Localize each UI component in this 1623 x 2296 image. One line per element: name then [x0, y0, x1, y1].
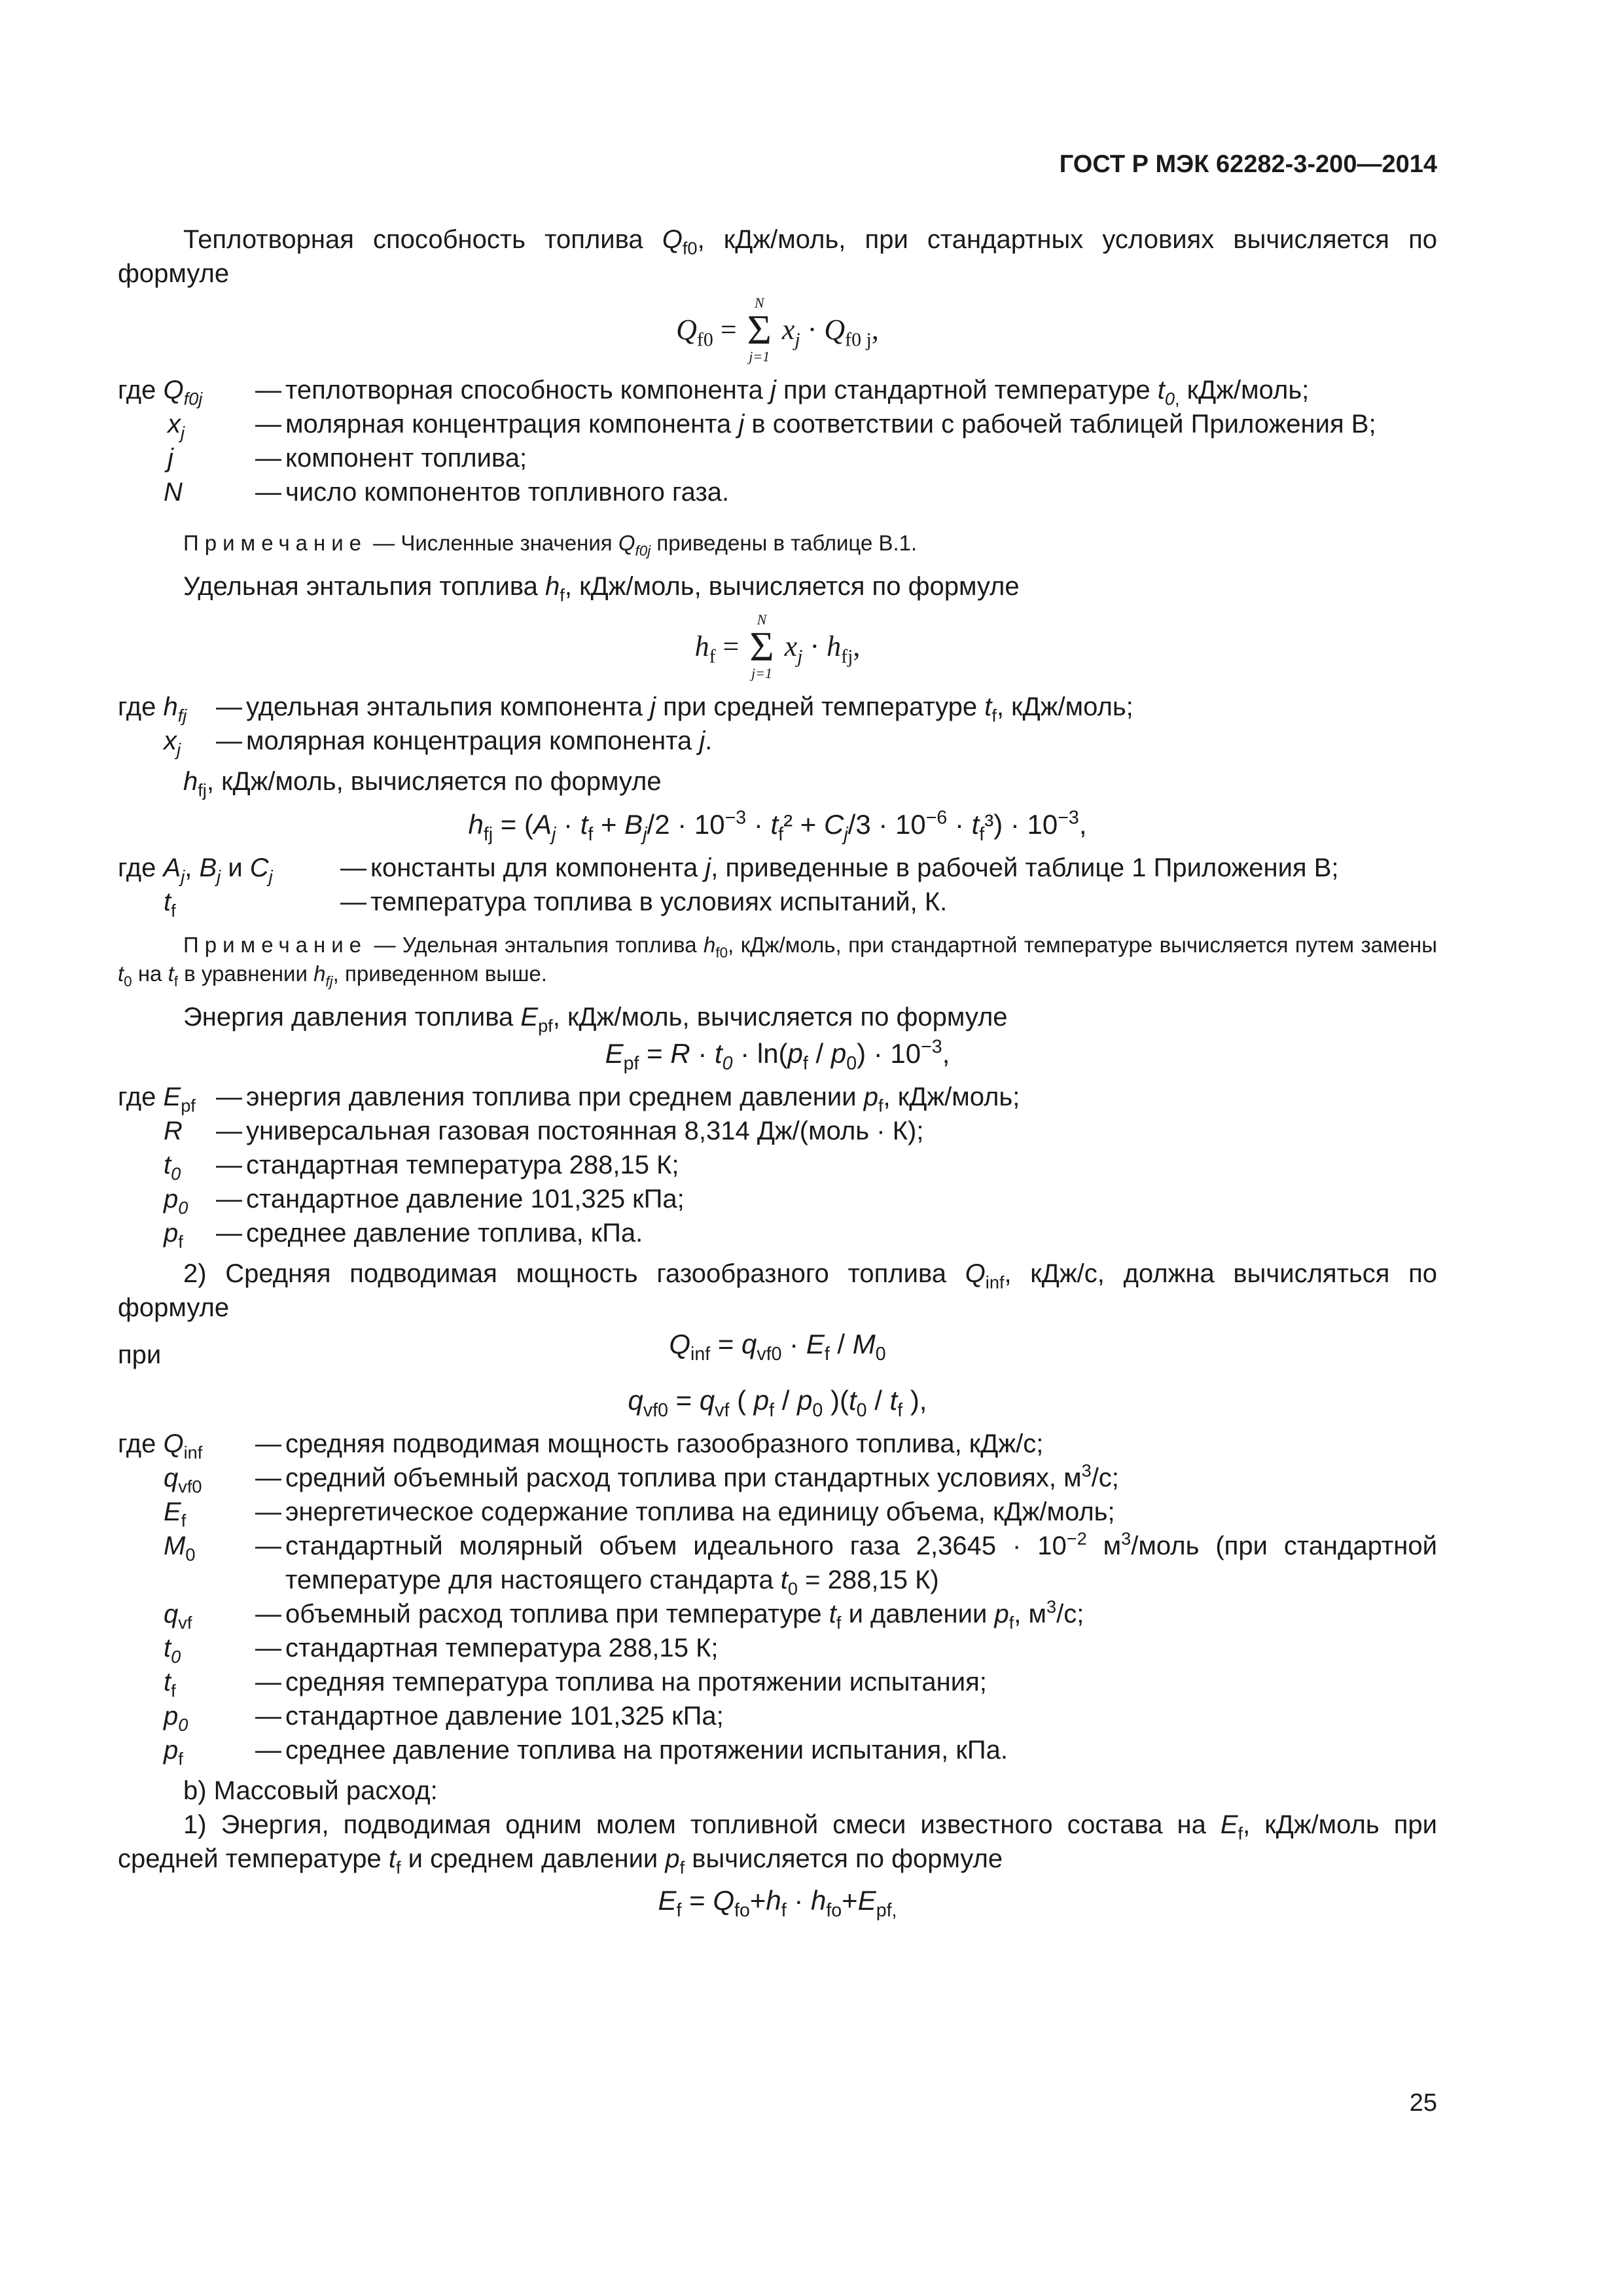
paragraph-energy-per-mole: 1) Энергия, подводимая одним молем топливной смеси известного состава на $E_f$, кДж/моль при средней температуре $t_f$ и среднем давлении $p_f$ вычисляется по формуле [118, 1810, 1437, 1878]
text: Удельная энтальпия топлива [183, 572, 546, 601]
dash: — [340, 888, 366, 916]
def-text: температура топлива в условиях испытаний, К. [370, 888, 948, 916]
dot: · [807, 314, 817, 346]
subscript: f [709, 645, 716, 668]
def-term: где $Q_{inf}$ [118, 1429, 203, 1463]
when-word: при [118, 1340, 162, 1369]
text: , кДж/моль, вычисляется по формуле [206, 767, 662, 796]
subscript: inf [985, 1272, 1005, 1293]
subscript: f0 [696, 329, 713, 351]
paragraph-gas-power [118, 1257, 1437, 1325]
def-text: универсальная газовая постоянная 8,314 Дж/(моль · К); [246, 1117, 924, 1145]
sigma-symbol: Σ [747, 306, 772, 353]
def-term: где $Q_{f0j}$ [118, 376, 203, 409]
def-term: $p_0$ [164, 1702, 188, 1735]
formula-qvf0: $q_{vf0} = q_{vf}$ ( $p_f / p_0$ )($t_0 / t_f$ ), [628, 1385, 927, 1421]
definition-list-3 [118, 851, 1437, 919]
dash: — [255, 1498, 281, 1526]
symbol: x [781, 314, 795, 346]
symbol: Q [965, 1259, 986, 1288]
def-text: энергетическое содержание топлива на единицу объема, кДж/моль; [285, 1498, 1115, 1526]
sum-operator [747, 296, 772, 364]
sum-upper-limit: N [757, 611, 767, 628]
def-term: $p_f$ [164, 1219, 183, 1252]
formula-hfj: $h_{fj} = (A_j \cdot t_f + B_j/2 \cdot 10^{-3} \cdot t_f^2 + C_j/3 \cdot 10^{-6} \cdot t_f^3) \cdot 10^{-3}$, [468, 807, 1087, 845]
def-term: j [168, 444, 173, 473]
formula-qf0 [118, 296, 1437, 364]
formula-ef: $E_f = Q_{fo}+h_f \cdot h_{fo}+E_{pf,}$ [658, 1885, 897, 1921]
def-term: $t_f$ [164, 1668, 176, 1701]
dash: — [255, 478, 281, 507]
text: Теплотворная способность топлива [183, 225, 662, 254]
symbol: h [183, 767, 198, 796]
def-term: где $A_j$, $B_j$ и $C_j$ [118, 853, 273, 887]
dash: — [340, 853, 366, 882]
symbol: Q [824, 314, 846, 346]
dash: — [255, 1429, 281, 1458]
subscript: pf [538, 1015, 553, 1036]
formula-epf: $E_{pf} = R \cdot t_0 \cdot \ln(p_f / p_0) \cdot 10^{-3}$, [605, 1036, 950, 1074]
def-text: среднее давление топлива на протяжении испытания, кПа. [285, 1736, 1008, 1765]
formula-body: $h_f$ = N Σ j=1 $x_j \cdot h_{fj}$, [694, 611, 861, 681]
paragraph-heat-value [118, 223, 1437, 291]
dash: — [255, 1600, 281, 1628]
paragraph-pressure-energy [118, 1000, 1437, 1034]
def-term: N [164, 478, 183, 507]
sum-operator [749, 613, 774, 681]
def-text: стандартная температура 288,15 К; [285, 1634, 719, 1662]
def-text: среднее давление топлива, кПа. [246, 1219, 643, 1247]
note-label: Примечание [183, 933, 368, 957]
def-text: удельная энтальпия компонента j при средней температуре $t_f$, кДж/моль; [246, 692, 1133, 726]
subscript: f [560, 584, 565, 605]
dash: — [216, 1083, 242, 1111]
comma: , [853, 630, 861, 662]
paragraph-mass-flow: b) Массовый расход: [183, 1776, 438, 1805]
subscript: j [794, 329, 800, 351]
text: 2) Средняя подводимая мощность газообразного топлива [183, 1259, 965, 1288]
dash: — [216, 1185, 242, 1213]
dash: — [216, 1219, 242, 1247]
paragraph-hfj [118, 764, 1437, 798]
subscript: j [797, 645, 803, 668]
dash: — [255, 1736, 281, 1765]
def-term: где $E_{pf}$ [118, 1083, 196, 1116]
document-header: ГОСТ Р МЭК 62282-3-200—2014 [1059, 151, 1437, 178]
def-text: средняя подводимая мощность газообразного топлива, кДж/с; [285, 1429, 1044, 1458]
subscript: f0 [682, 238, 698, 259]
dash: — [216, 1151, 242, 1179]
note-2 [118, 931, 1437, 988]
symbol: x [784, 630, 798, 662]
def-term: $t_0$ [164, 1634, 181, 1667]
note-1 [183, 529, 1437, 558]
dash: — [255, 1463, 281, 1492]
def-term: $q_{vf0}$ [164, 1463, 202, 1497]
dash: — [216, 692, 242, 721]
sum-lower-limit: j=1 [749, 348, 770, 365]
symbol: h [545, 572, 560, 601]
def-text: константы для компонента j, приведенные в рабочей таблице 1 Приложения В; [370, 853, 1339, 882]
formula-lhs: Q [676, 314, 697, 346]
def-term: $q_{vf}$ [164, 1600, 192, 1633]
dash: — [255, 1634, 281, 1662]
text: , кДж/моль, вычисляется по формуле [552, 1003, 1008, 1031]
formula-lhs: h [694, 630, 709, 662]
sigma-symbol: Σ [749, 623, 774, 670]
def-text: теплотворная способность компонента j при стандартной температуре $t_{0,}$ кДж/моль; [285, 376, 1310, 409]
def-term: $t_f$ [164, 888, 176, 921]
note-text: — Численные значения $Q_{f0j}$ приведены в таблице В.1. [367, 531, 918, 559]
symbol: h [827, 630, 842, 662]
dash: — [255, 1532, 281, 1560]
text: Энергия давления топлива [183, 1003, 521, 1031]
dash: — [216, 1117, 242, 1145]
def-term: $x_j$ [168, 410, 185, 443]
subscript: fj [198, 780, 207, 800]
def-text: стандартный молярный объем идеального газа $2,3645 \cdot 10^{-2}$ $м^3$/моль (при стандартной температуре для настоящего стандарта $t_0 = 288,15$ К) [285, 1528, 1437, 1599]
def-text: объемный расход топлива при температуре $t_f$ и давлении $p_f$, $м^3/с$; [285, 1596, 1084, 1633]
subscript: fj [841, 645, 853, 668]
dash: — [255, 444, 281, 473]
dot: · [810, 630, 820, 662]
def-term: $p_0$ [164, 1185, 188, 1218]
dash: — [216, 726, 242, 755]
def-term: $p_f$ [164, 1736, 183, 1769]
sum-upper-limit: N [754, 295, 764, 311]
def-text: стандартное давление 101,325 кПа; [285, 1702, 724, 1731]
symbol: E [520, 1003, 539, 1031]
page-number: 25 [1409, 2089, 1437, 2117]
formula-qinf: $Q_{inf} = q_{vf0} \cdot E_f / M_0$ [669, 1329, 886, 1365]
definition-list-5 [118, 1427, 1437, 1767]
def-term: $t_0$ [164, 1151, 181, 1184]
def-text: стандартное давление 101,325 кПа; [246, 1185, 685, 1213]
text: , кДж/моль, вычисляется по формуле [564, 572, 1020, 601]
text: , кДж/моль, при стандартных условиях вычисляется по формуле [118, 225, 1437, 288]
definition-list-4 [118, 1080, 1437, 1250]
def-term: $E_f$ [164, 1498, 187, 1531]
note-text: — Удельная энтальпия топлива $h_{f0}$, кДж/моль, при стандартной температуре вычисляется путем замены $t_0$ на $t_f$ в уравнении $h_{fj}$, приведенном выше. [118, 933, 1437, 990]
def-term: R [164, 1117, 183, 1145]
document-body [118, 223, 1437, 1927]
note-label: Примечание [183, 531, 368, 555]
definition-list-1 [118, 373, 1437, 509]
dash: — [255, 410, 281, 439]
comma: , [871, 314, 879, 346]
def-text: компонент топлива; [285, 444, 527, 473]
def-text: число компонентов топливного газа. [285, 478, 730, 507]
definition-list-2 [118, 690, 1437, 758]
def-term: $x_j$ [164, 726, 181, 760]
def-text: молярная концентрация компонента j. [246, 726, 713, 755]
def-text: стандартная температура 288,15 К; [246, 1151, 679, 1179]
def-text: средний объемный расход топлива при стандартных условиях, $м^3/с$; [285, 1460, 1119, 1492]
dash: — [255, 376, 281, 404]
paragraph-enthalpy [118, 569, 1437, 603]
def-text: средняя температура топлива на протяжении испытания; [285, 1668, 987, 1696]
dash: — [255, 1702, 281, 1731]
subscript: f0 j [845, 329, 872, 351]
text: , кДж/с, должна вычисляться по формуле [118, 1259, 1437, 1322]
formula-hf [118, 613, 1437, 681]
def-text: молярная концентрация компонента j в соответствии с рабочей таблицей Приложения В; [285, 410, 1376, 439]
symbol: Q [662, 225, 683, 254]
def-text: энергия давления топлива при среднем давлении $p_f$, кДж/моль; [246, 1083, 1020, 1116]
formula-group-qinf [118, 1327, 1437, 1421]
def-term: где $h_{fj}$ [118, 692, 187, 726]
dash: — [255, 1668, 281, 1696]
formula-body: $Q_{f0}$ = N Σ j=1 $x_j \cdot Q_{f0 j}$, [676, 295, 879, 365]
sum-lower-limit: j=1 [751, 665, 772, 681]
def-term: $M_0$ [164, 1532, 196, 1565]
